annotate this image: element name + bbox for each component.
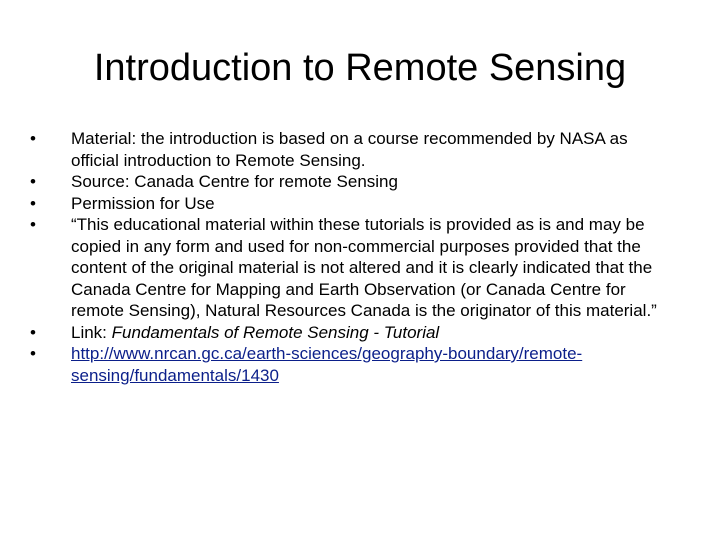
- tutorial-title: Fundamentals of Remote Sensing - Tutorial: [111, 322, 440, 342]
- bullet-icon: •: [30, 193, 36, 213]
- bullet-text: Material: the introduction is based on a course recommended by NASA as official introduction to Remote Sensing.: [71, 129, 628, 170]
- bullet-icon: •: [30, 322, 36, 342]
- list-item: [30, 214, 670, 322]
- link-prefix: Link:: [71, 322, 112, 342]
- bullet-text: Permission for Use: [71, 193, 215, 213]
- tutorial-url-link[interactable]: http://www.nrcan.gc.ca/earth-sciences/geography-boundary/remote-sensing/fundamentals/1430: [71, 344, 583, 385]
- list-item: [30, 171, 670, 193]
- list-item: [30, 193, 670, 215]
- bullet-icon: •: [30, 344, 36, 363]
- bullet-text: Source: Canada Centre for remote Sensing: [71, 172, 398, 191]
- list-item: [30, 322, 670, 344]
- bullet-list: [30, 128, 670, 386]
- bullet-icon: •: [30, 172, 36, 191]
- bullet-icon: •: [30, 215, 36, 234]
- bullet-icon: •: [30, 129, 36, 148]
- list-item: [30, 343, 670, 386]
- slide-title: Introduction to Remote Sensing: [93, 47, 627, 89]
- bullet-text: “This educational material within these tutorials is provided as is and may be copied in any form and used for non-commercial purposes provided that the content of the original material is not altered and it is clearly indicated that the Canada Centre for Mapping and Earth Observation (or Canada Centre for remote Sensing), Natural Resources Canada is the originator of this material.”: [71, 215, 657, 320]
- list-item: [30, 128, 670, 171]
